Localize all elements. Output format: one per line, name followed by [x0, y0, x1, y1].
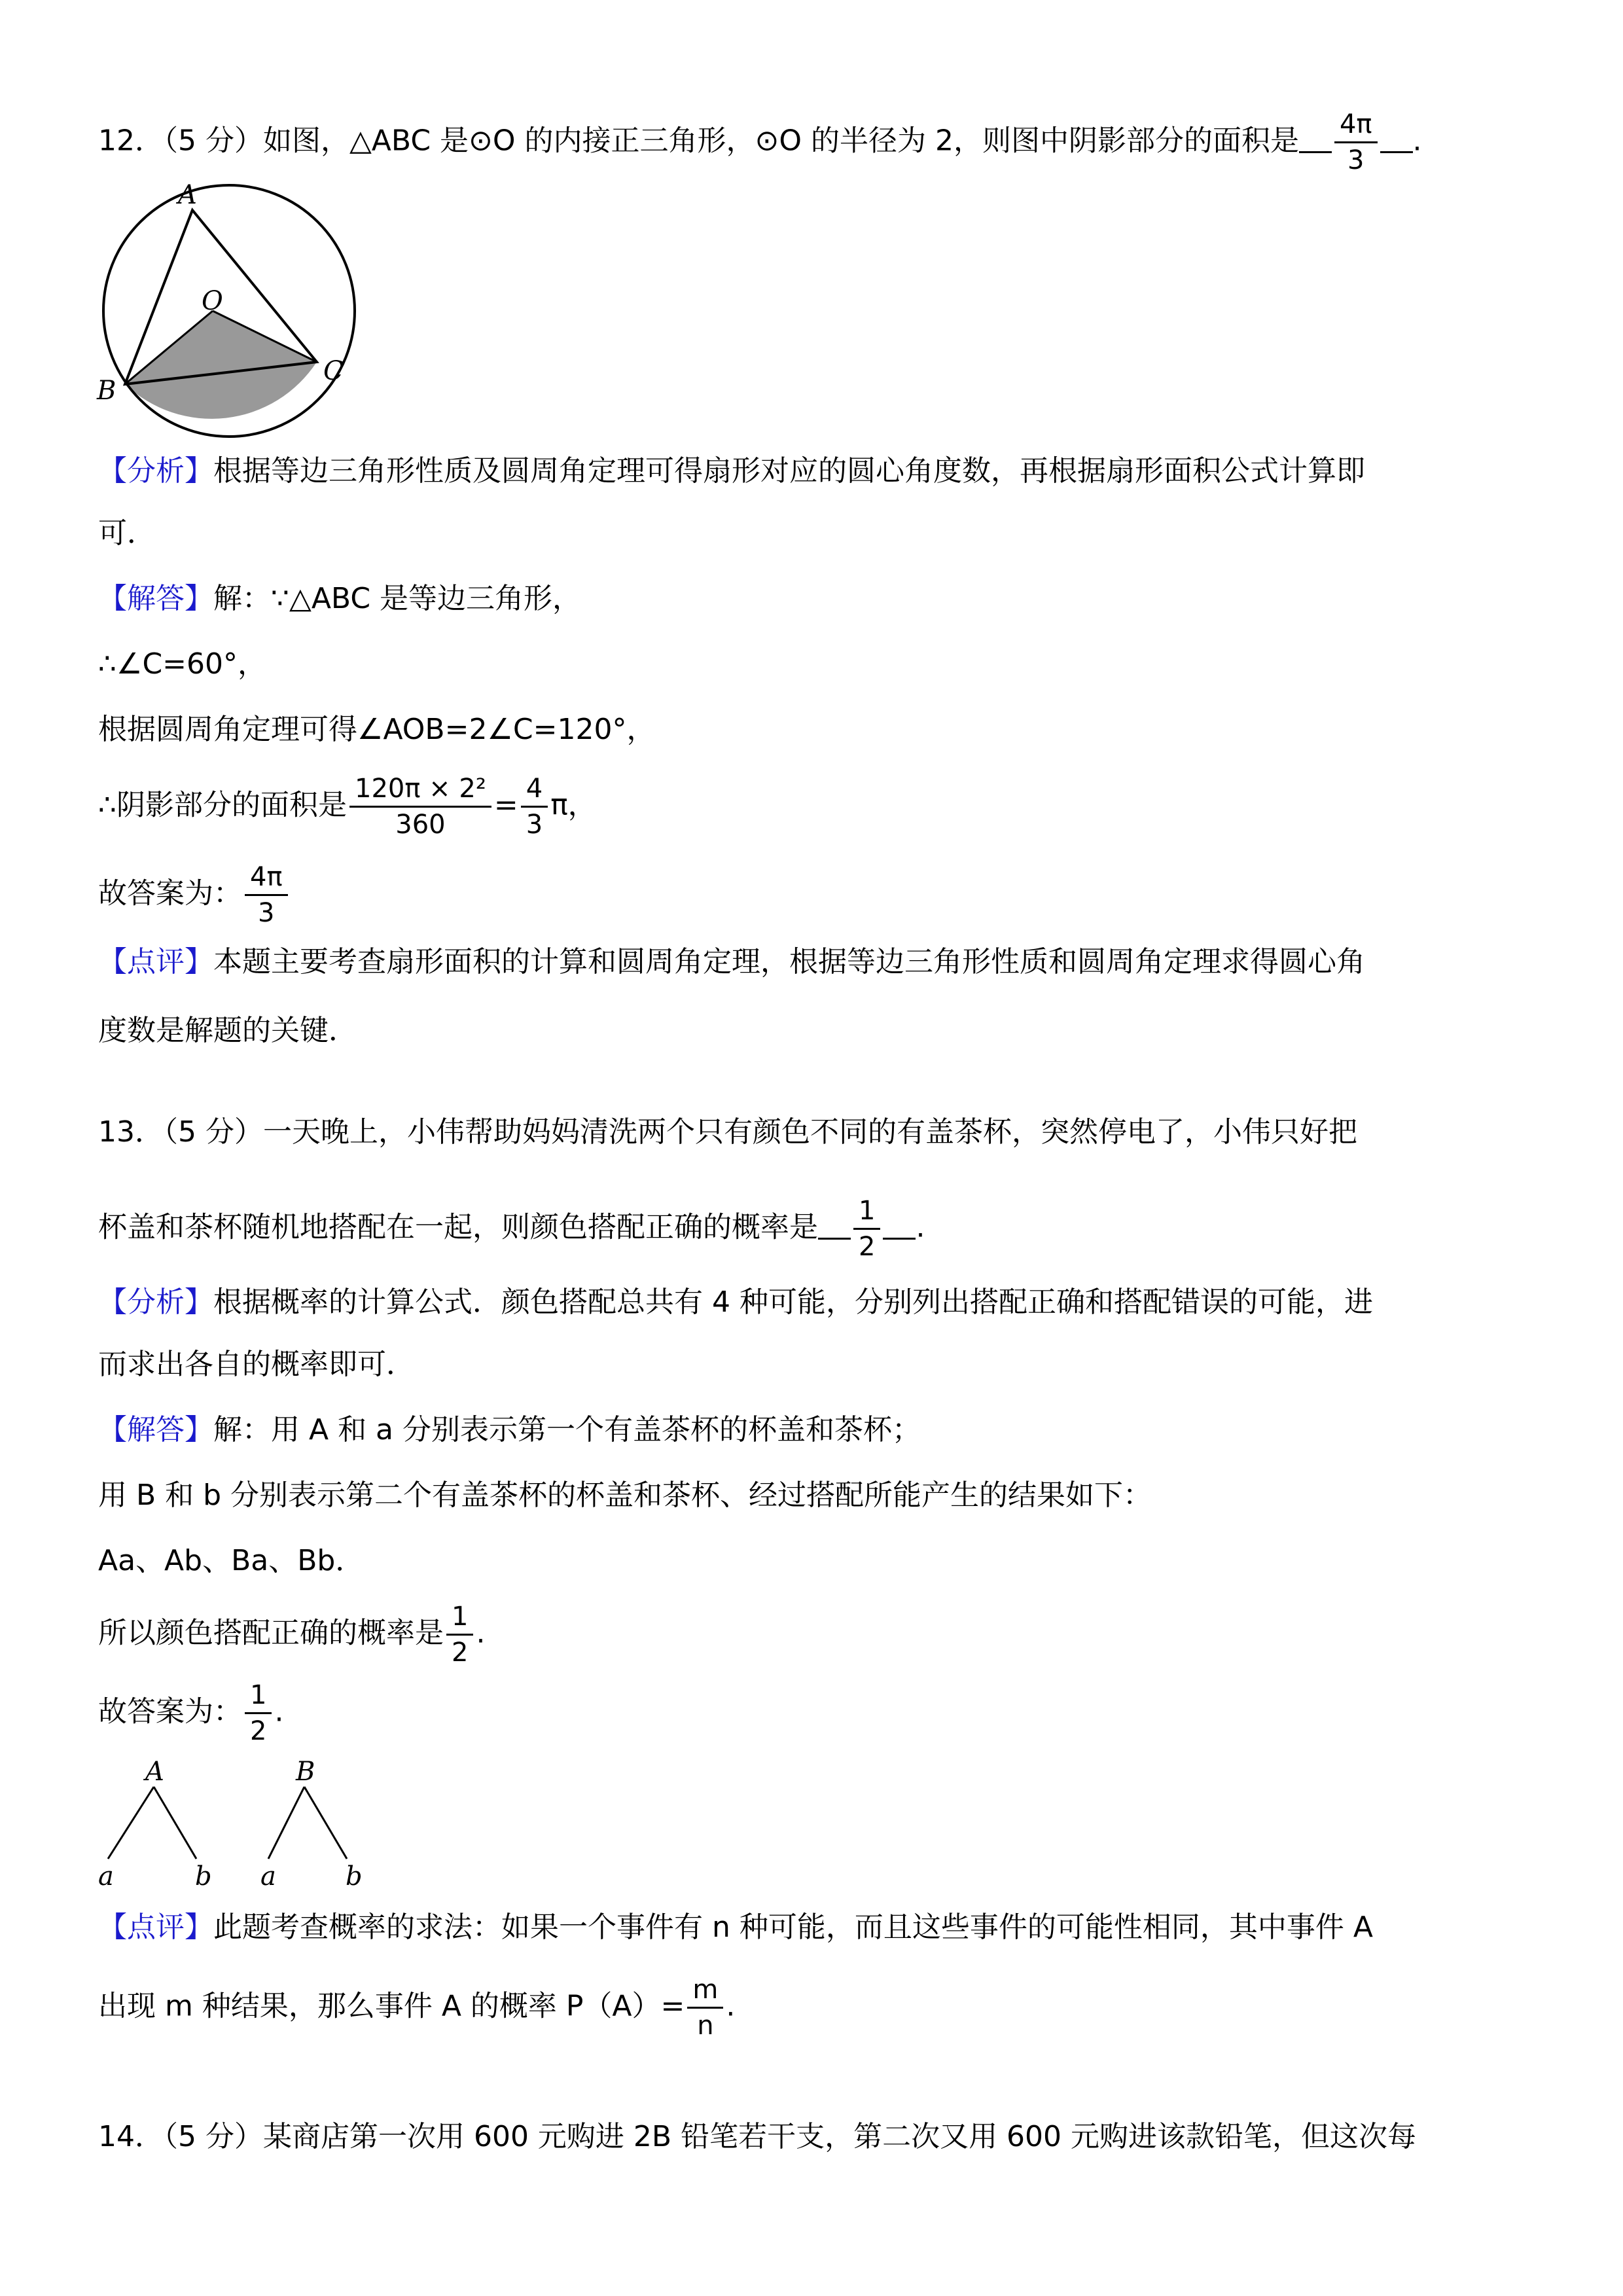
q13-comment-line2: 出现 m 种结果，那么事件 A 的概率 P（A）= $\frac{m}{n}$ . — [98, 1975, 736, 2041]
q13-solution-line3: Aa、Ab、Ba、Bb． — [98, 1544, 365, 1577]
label-a: A — [178, 180, 197, 210]
q13-solution-line2: 用 B 和 b 分别表示第二个有盖茶杯的杯盖和茶杯、经过搭配所能产生的结果如下： — [98, 1479, 1152, 1512]
q12-answer-fraction: $\frac{4\pi}{3}$ — [1334, 111, 1378, 173]
q12-comment-line2: 度数是解题的关键． — [98, 1014, 357, 1047]
tree-node-A: A — [145, 1757, 164, 1787]
q12-comment-line1: 【点评】本题主要考查扇形面积的计算和圆周角定理，根据等边三角形性质和圆周角定理求得圆心角 — [98, 945, 1365, 978]
q13-analysis-line1: 【分析】根据概率的计算公式．颜色搭配总共有 4 种可能，分别列出搭配正确和搭配错误的可能，进 — [98, 1285, 1373, 1319]
tree-edge — [304, 1787, 347, 1859]
tree-edge — [108, 1787, 154, 1859]
q12-analysis-line2: 可． — [98, 516, 156, 550]
result-fraction: $\frac{4}{3}$ — [521, 776, 548, 838]
tree-node-B: B — [296, 1757, 315, 1787]
q12-solution-line4: ∴阴影部分的面积是 $\frac{\text{120π × 2²}}{360}$ = $\frac{4}{3}$ π， — [98, 774, 597, 840]
tree-edge — [154, 1787, 196, 1859]
q13-tree-diagram — [92, 1754, 393, 1898]
comment-fraction: $\frac{m}{n}$ — [687, 1977, 723, 2039]
tree-leaf-a: a — [98, 1861, 114, 1892]
q13-final-answer: 故答案为： $\frac{1}{2}$ . — [98, 1680, 284, 1746]
q14-stem-line1: 14．（5 分）某商店第一次用 600 元购进 2B 铅笔若干支，第二次又用 600 元购进该款铅笔，但这次每 — [98, 2120, 1417, 2153]
solution-tag: 【解答】 — [98, 582, 213, 615]
q13-analysis-line2: 而求出各自的概率即可． — [98, 1348, 415, 1381]
q13-comment-line1: 【点评】此题考查概率的求法：如果一个事件有 n 种可能，而且这些事件的可能性相同，其中事件 A — [98, 1910, 1373, 1944]
label-o: O — [202, 286, 223, 316]
q12-circle-figure — [92, 173, 366, 448]
label-b: B — [97, 376, 116, 406]
q13-stem-line1: 13．（5 分）一天晚上，小伟帮助妈妈清洗两个只有颜色不同的有盖茶杯，突然停电了，小伟只好把 — [98, 1115, 1357, 1149]
tree-leaf-b: b — [195, 1861, 212, 1892]
tree-leaf-a: a — [260, 1861, 276, 1892]
analysis-tag: 【分析】 — [98, 454, 213, 488]
q12-solution-line3: 根据圆周角定理可得∠AOB=2∠C=120°， — [98, 713, 656, 746]
solution-fraction: $\frac{1}{2}$ — [446, 1604, 473, 1666]
tree-edge — [268, 1787, 304, 1859]
q12-stem: 12．（5 分）如图，△ABC 是⊙O 的内接正三角形，⊙O 的半径为 2，则图中阴影部分的面积是 $\frac{4\pi}{3}$ . — [98, 109, 1422, 175]
answer-blank-left — [818, 1218, 851, 1240]
answer-blank-right — [1380, 132, 1413, 153]
solution-tag: 【解答】 — [98, 1413, 213, 1446]
answer-blank-left — [1299, 132, 1332, 153]
q12-solution-line2: ∴∠C=60°， — [98, 647, 267, 681]
q13-solution-line4: 所以颜色搭配正确的概率是 $\frac{1}{2}$ . — [98, 1602, 486, 1668]
q13-solution-line1: 【解答】解：用 A 和 a 分别表示第一个有盖茶杯的杯盖和茶杯； — [98, 1413, 921, 1446]
comment-tag: 【点评】 — [98, 1910, 213, 1944]
calc-fraction: $\frac{\text{120π × 2²}}{360}$ — [349, 776, 491, 838]
tree-leaf-b: b — [346, 1861, 363, 1892]
q12-solution-line1: 【解答】解：∵△ABC 是等边三角形， — [98, 582, 582, 615]
analysis-tag: 【分析】 — [98, 1285, 213, 1319]
q12-final-answer: 故答案为： $\frac{4\pi}{3}$ — [98, 864, 291, 926]
q12-analysis-line1: 【分析】根据等边三角形性质及圆周角定理可得扇形对应的圆心角度数，再根据扇形面积公式计算即 — [98, 454, 1365, 488]
label-c: C — [323, 356, 344, 386]
q13-answer-fraction: $\frac{1}{2}$ — [853, 1198, 880, 1260]
q13-stem-line2: 杯盖和茶杯随机地搭配在一起，则颜色搭配正确的概率是 $\frac{1}{2}$ . — [98, 1196, 925, 1262]
final-fraction: $\frac{1}{2}$ — [245, 1682, 272, 1744]
comment-tag: 【点评】 — [98, 945, 213, 978]
final-fraction: $\frac{4\pi}{3}$ — [245, 864, 288, 926]
answer-blank-right — [883, 1218, 916, 1240]
